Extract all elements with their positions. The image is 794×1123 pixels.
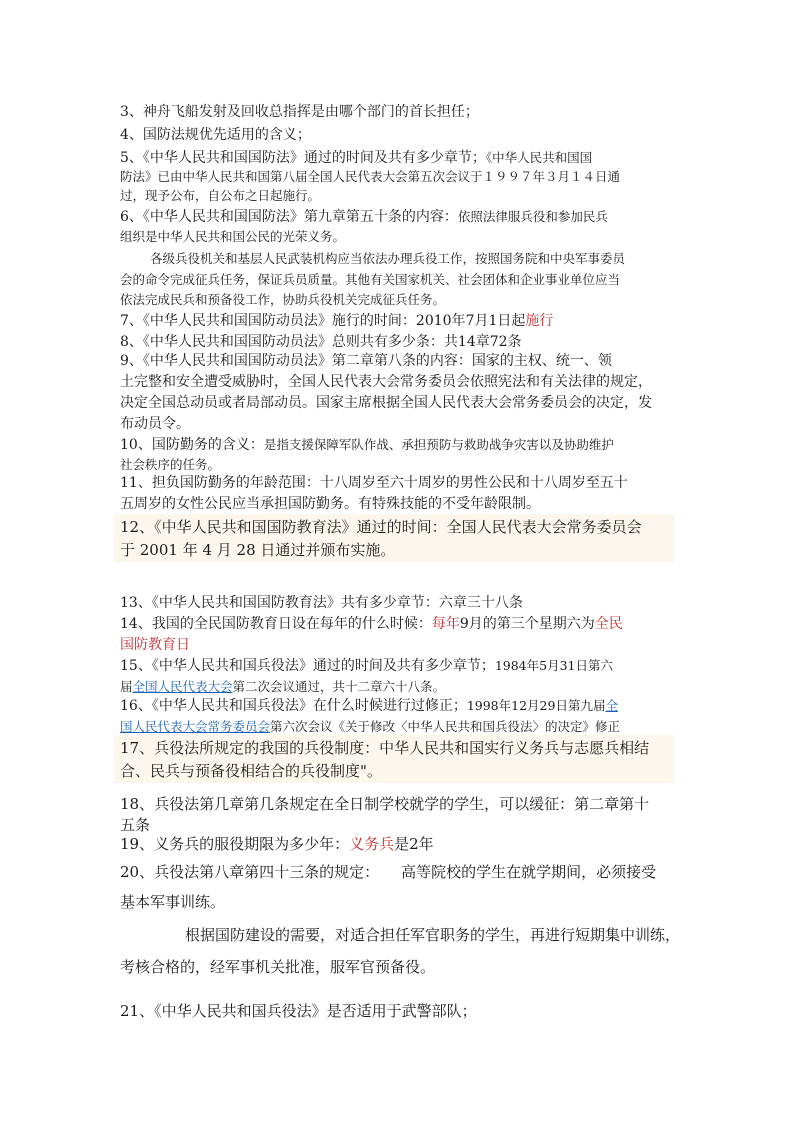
- npc-standing-committee-link[interactable]: 国人民代表大会常务委员会: [120, 719, 271, 734]
- question-5: [120, 149, 592, 167]
- npc-link[interactable]: 全国人民代表大会: [132, 679, 233, 694]
- question-14-title: 14、我国的全民国防教育日设在每年的什么时候：: [120, 616, 432, 632]
- answer-20-line-4: 考核合格的，经军事机关批准，服军官预备役。: [120, 958, 436, 976]
- answer-15-prefix: 届: [120, 679, 133, 694]
- question-16: [120, 697, 618, 715]
- answer-12-line-2: 于 2001 年 4 月 28 日通过并颁布实施。: [120, 541, 396, 559]
- question-12: 12、《中华人民共和国国防教育法》通过的时间：全国人民代表大会常务委员会: [120, 518, 642, 536]
- answer-6-line-2: 组织是中华人民共和国公民的光荣义务。: [120, 229, 346, 244]
- question-14: [120, 615, 623, 633]
- question-14-answer: 9月的第三个星期六为: [459, 616, 595, 632]
- question-19: [120, 834, 434, 854]
- answer-15-suffix: 第二次会议通过，共十二章六十八条。: [232, 679, 446, 694]
- answer-9-line-4: 布动员令。: [120, 416, 190, 432]
- question-16-title: 16、《中华人民共和国兵役法》在什么时候进行过修正；: [120, 698, 467, 714]
- question-6-title: 6、《中华人民共和国国防法》第九章第五十条的内容：: [120, 209, 458, 225]
- answer-6-line-5: 依法完成民兵和预备役工作，协助兵役机关完成征兵任务。: [120, 292, 446, 307]
- answer-16-line-2: [120, 718, 620, 736]
- answer-16-suffix: 第六次会议《关于修改〈中华人民共和国兵役法〉的决定》修正: [270, 719, 621, 734]
- question-20-answer: 高等院校的学生在就学期间，必须接受: [401, 863, 657, 881]
- question-3: 3、神舟飞船发射及回收总指挥是由哪个部门的首长担任；: [120, 104, 479, 120]
- question-17: 17、兵役法所规定的我国的兵役制度：中华人民共和国实行义务兵与志愿兵相结: [120, 739, 650, 757]
- question-19-answer: 是2年: [394, 835, 434, 853]
- question-10-answer: 是指支援保障军队作战、承担预防与救助战争灾害以及协助维护: [263, 437, 614, 452]
- question-14-red-text-2: 全民: [594, 616, 623, 632]
- question-9: 9、《中华人民共和国国防动员法》第二章第八条的内容：国家的主权、统一、领: [120, 353, 612, 369]
- question-7-text: 7、《中华人民共和国国防动员法》施行的时间：2010年7月1日起: [120, 313, 526, 329]
- answer-17-line-2: 合、民兵与预备役相结合的兵役制度"。: [120, 762, 382, 780]
- answer-15-line-2: [120, 678, 445, 696]
- npc-standing-committee-link-start[interactable]: 全: [605, 698, 618, 713]
- answer-9-line-2: 土完整和安全遭受威胁时，全国人民代表大会常务委员会依照宪法和有关法律的规定，: [120, 374, 652, 390]
- answer-5-line-3: 过，现予公布，自公布之日起施行。: [120, 188, 321, 203]
- question-15-title: 15、《中华人民共和国兵役法》通过的时间及共有多少章节；: [120, 658, 495, 674]
- question-4: 4、国防法规优先适用的含义；: [120, 127, 311, 143]
- question-5-title: 5、《中华人民共和国国防法》通过的时间及共有多少章节；: [120, 150, 486, 166]
- question-13: 13、《中华人民共和国国防教育法》共有多少章节：六章三十八条: [120, 595, 523, 611]
- question-21: 21、《中华人民共和国兵役法》是否适用于武警部队；: [120, 1002, 477, 1020]
- question-20-title: 20、兵役法第八章第四十三条的规定：: [120, 863, 380, 881]
- question-19-red-text: 义务兵: [349, 835, 395, 853]
- question-16-answer: 1998年12月29日第九届: [466, 698, 606, 713]
- answer-6-line-3: 各级兵役机关和基层人民武装机构应当依法办理兵役工作，按照国务院和中央军事委员: [150, 251, 626, 266]
- answer-5-line-2: 防法》已由中华人民共和国第八届全国人民代表大会第五次会议于１９９７年３月１４日通: [120, 169, 621, 184]
- question-10-title: 10、国防勤务的含义：: [120, 437, 264, 453]
- answer-20-line-3: 根据国防建设的需要，对适合担任军官职务的学生，再进行短期集中训练，: [185, 926, 681, 944]
- answer-18-line-2: 五条: [120, 816, 151, 834]
- question-7: [120, 312, 553, 330]
- answer-6-line-4: 会的命令完成征兵任务，保证兵员质量。其他有关国家机关、社会团体和企业事业单位应当: [120, 272, 621, 287]
- answer-11-line-2: 五周岁的女性公民应当承担国防勤务。有特殊技能的不受年龄限制。: [120, 496, 540, 512]
- question-6-answer: 依照法律服兵役和参加民兵: [457, 209, 608, 224]
- question-10: [120, 436, 614, 454]
- question-8: 8、《中华人民共和国国防动员法》总则共有多少条：共14章72条: [120, 334, 522, 350]
- question-11: 11、担负国防勤务的年龄范围：十八周岁至六十周岁的男性公民和十八周岁至五十: [120, 475, 628, 491]
- question-18: 18、兵役法第几章第几条规定在全日制学校就学的学生，可以缓征：第二章第十: [120, 795, 650, 813]
- question-20: [120, 862, 656, 882]
- answer-14-line-2: 国防教育日: [120, 637, 190, 653]
- question-15: [120, 657, 613, 675]
- question-7-red-text: 施行: [525, 313, 554, 329]
- question-6: [120, 208, 608, 226]
- answer-20-line-2: 基本军事训练。: [120, 893, 226, 911]
- answer-9-line-3: 决定全国总动员或者局部动员。国家主席根据全国人民代表大会常务委员会的决定，发: [120, 395, 652, 411]
- question-14-red-text-1: 每年: [431, 616, 460, 632]
- question-19-title: 19、义务兵的服役期限为多少年：: [120, 835, 350, 853]
- question-5-answer: 《中华人民共和国国: [485, 150, 593, 165]
- answer-10-line-2: 社会秩序的任务。: [120, 457, 221, 472]
- question-15-answer: 1984年5月31日第六: [494, 658, 613, 673]
